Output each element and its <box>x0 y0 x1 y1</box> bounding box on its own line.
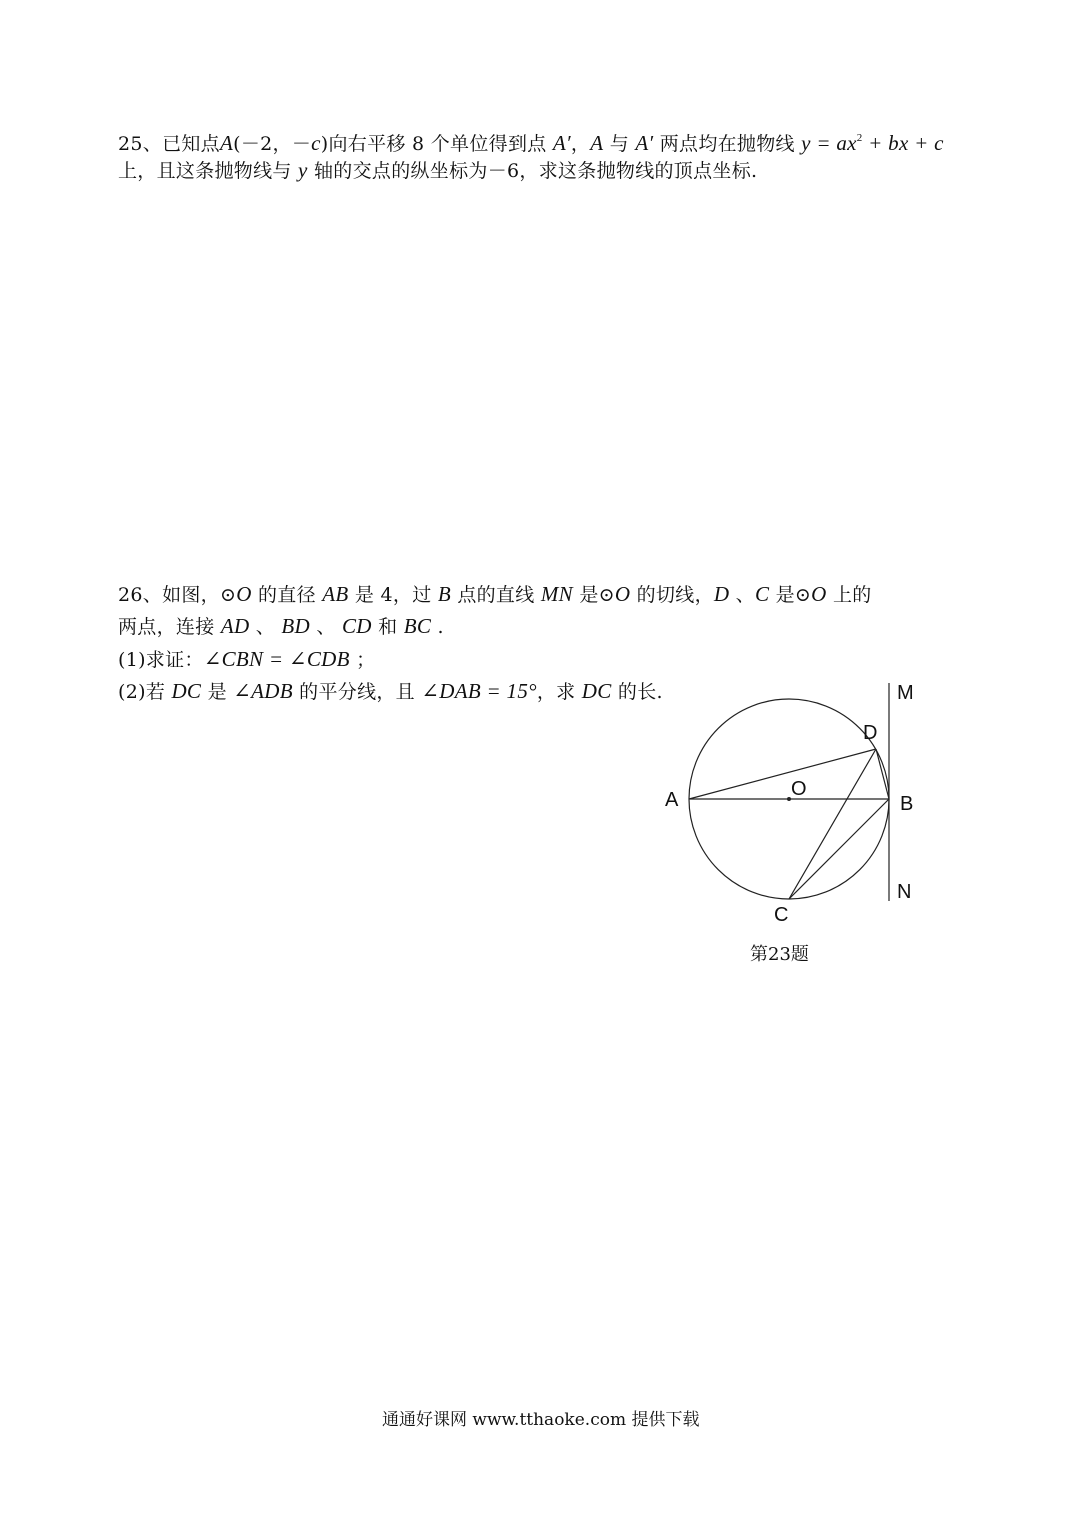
q26-part-2: (2)若 DC 是 ∠ADB 的平分线，且 ∠DAB = 15°，求 DC 的长. <box>118 679 663 703</box>
label-c: C <box>774 904 789 926</box>
label-b: B <box>900 793 914 815</box>
segment-bc <box>789 799 889 899</box>
label-n: N <box>897 881 912 903</box>
segment-cd <box>789 749 876 899</box>
circle-tangent-figure <box>640 670 940 930</box>
q25-line-1: 25、已知点A(－2，－c)向右平移 8 个单位得到点 A′，A 与 A′ 两点均在抛物线 $y = ax^2$ + bx + c <box>118 131 944 155</box>
footer-source: 通通好课网 www.tthaoke.com 提供下载 <box>382 1410 700 1430</box>
segment-ad <box>689 749 876 799</box>
parabola-equation: $y = ax^2$ + bx + c <box>801 131 944 155</box>
label-d: D <box>863 722 878 744</box>
segment-bd <box>876 749 889 799</box>
q26-line-1: 26、如图，⊙O 的直径 AB 是 4，过 B 点的直线 MN 是⊙O 的切线，D 、C 是⊙O 上的 <box>118 582 872 606</box>
figure-caption: 第23题 <box>750 944 809 965</box>
q25-line-2: 上，且这条抛物线与 y 轴的交点的纵坐标为－6，求这条抛物线的顶点坐标. <box>118 158 758 182</box>
label-o: O <box>791 778 807 800</box>
label-m: M <box>897 682 914 704</box>
q26-line-2: 两点，连接 AD 、 BD 、 CD 和 BC . <box>118 614 444 638</box>
label-a: A <box>665 789 679 811</box>
q26-part-1: (1)求证：∠CBN = ∠CDB ； <box>118 647 376 671</box>
